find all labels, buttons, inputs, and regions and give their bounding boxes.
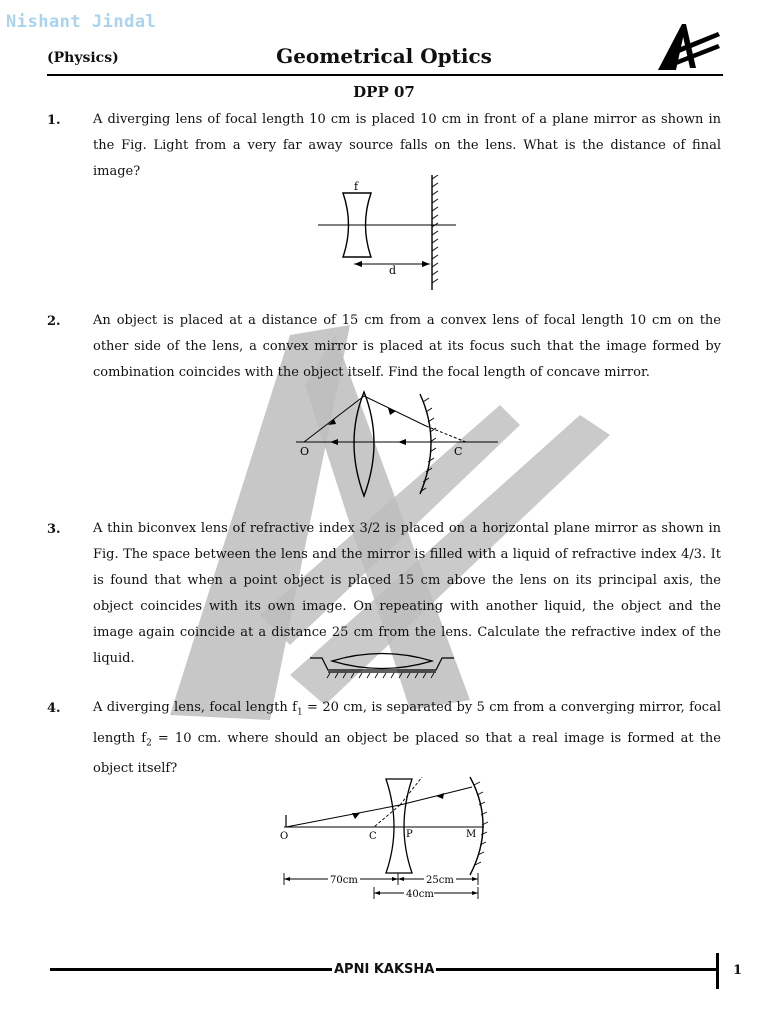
page-title: Geometrical Optics [276, 44, 492, 68]
label-f: f [354, 180, 359, 193]
figure-lens-on-mirror [308, 648, 458, 680]
figure-convex-lens-convex-mirror [292, 388, 502, 500]
watermark-name: Nishant Jindal [6, 12, 157, 32]
label-d: d [389, 264, 397, 277]
question-number: 3. [47, 522, 61, 537]
question-text: A diverging lens, focal length $f_1 = 20$ cm, is separated by 5 cm from a converging mirror, focal length $f_2 = 10$ cm. where should an object be placed so that a real image is formed at the object itself? [93, 700, 722, 777]
dimension-40cm: 40cm [406, 889, 434, 900]
dpp-label: DPP 07 [353, 83, 415, 101]
page-number: 1 [733, 963, 743, 978]
footer-divider [716, 953, 719, 989]
footer-brand: APNI KAKSHA [334, 962, 435, 977]
question-text: A thin biconvex lens of refractive index 3/2 is placed on a horizontal plane mirror as shown in Fig. The space between the lens and the mirror is filled with a liquid of refractive index 4/3. It is found that when a point object is placed 15 cm above the lens on its principal axis, the object coincides with its own image. On repeating with another liquid, the object and the image again coincide at a distance 25 cm from the lens. Calculate the refractive index of the liquid. [93, 521, 721, 666]
label-C: C [454, 445, 463, 458]
question-number: 2. [47, 314, 61, 329]
subject-label: (Physics) [47, 50, 119, 66]
figure-diverging-lens-plane-mirror [312, 175, 462, 293]
label-M: M [466, 829, 477, 840]
dimension-70cm: 70cm [330, 875, 358, 886]
brand-logo [652, 18, 724, 76]
figure-diverging-lens-converging-mirror [276, 775, 496, 905]
question-number: 4. [47, 701, 61, 716]
question-text: An object is placed at a distance of 15 cm from a convex lens of focal length 10 cm on the other side of the lens, a convex mirror is placed at its focus such that the image formed by combination coincides with the object itself. Find the focal length of concave mirror. [93, 313, 721, 380]
question-text: A diverging lens of focal length 10 cm is placed 10 cm in front of a plane mirror as shown in the Fig. Light from a very far away source falls on the lens. What is the distance of final image? [93, 112, 721, 179]
header-rule [47, 74, 723, 76]
label-O: O [280, 831, 289, 842]
label-P: P [406, 829, 413, 840]
dimension-25cm: 25cm [426, 875, 454, 886]
footer-rule-right [436, 968, 716, 971]
label-O: O [300, 445, 310, 458]
question-number: 1. [47, 113, 61, 128]
label-C: C [369, 831, 377, 842]
footer-rule-left [50, 968, 332, 971]
